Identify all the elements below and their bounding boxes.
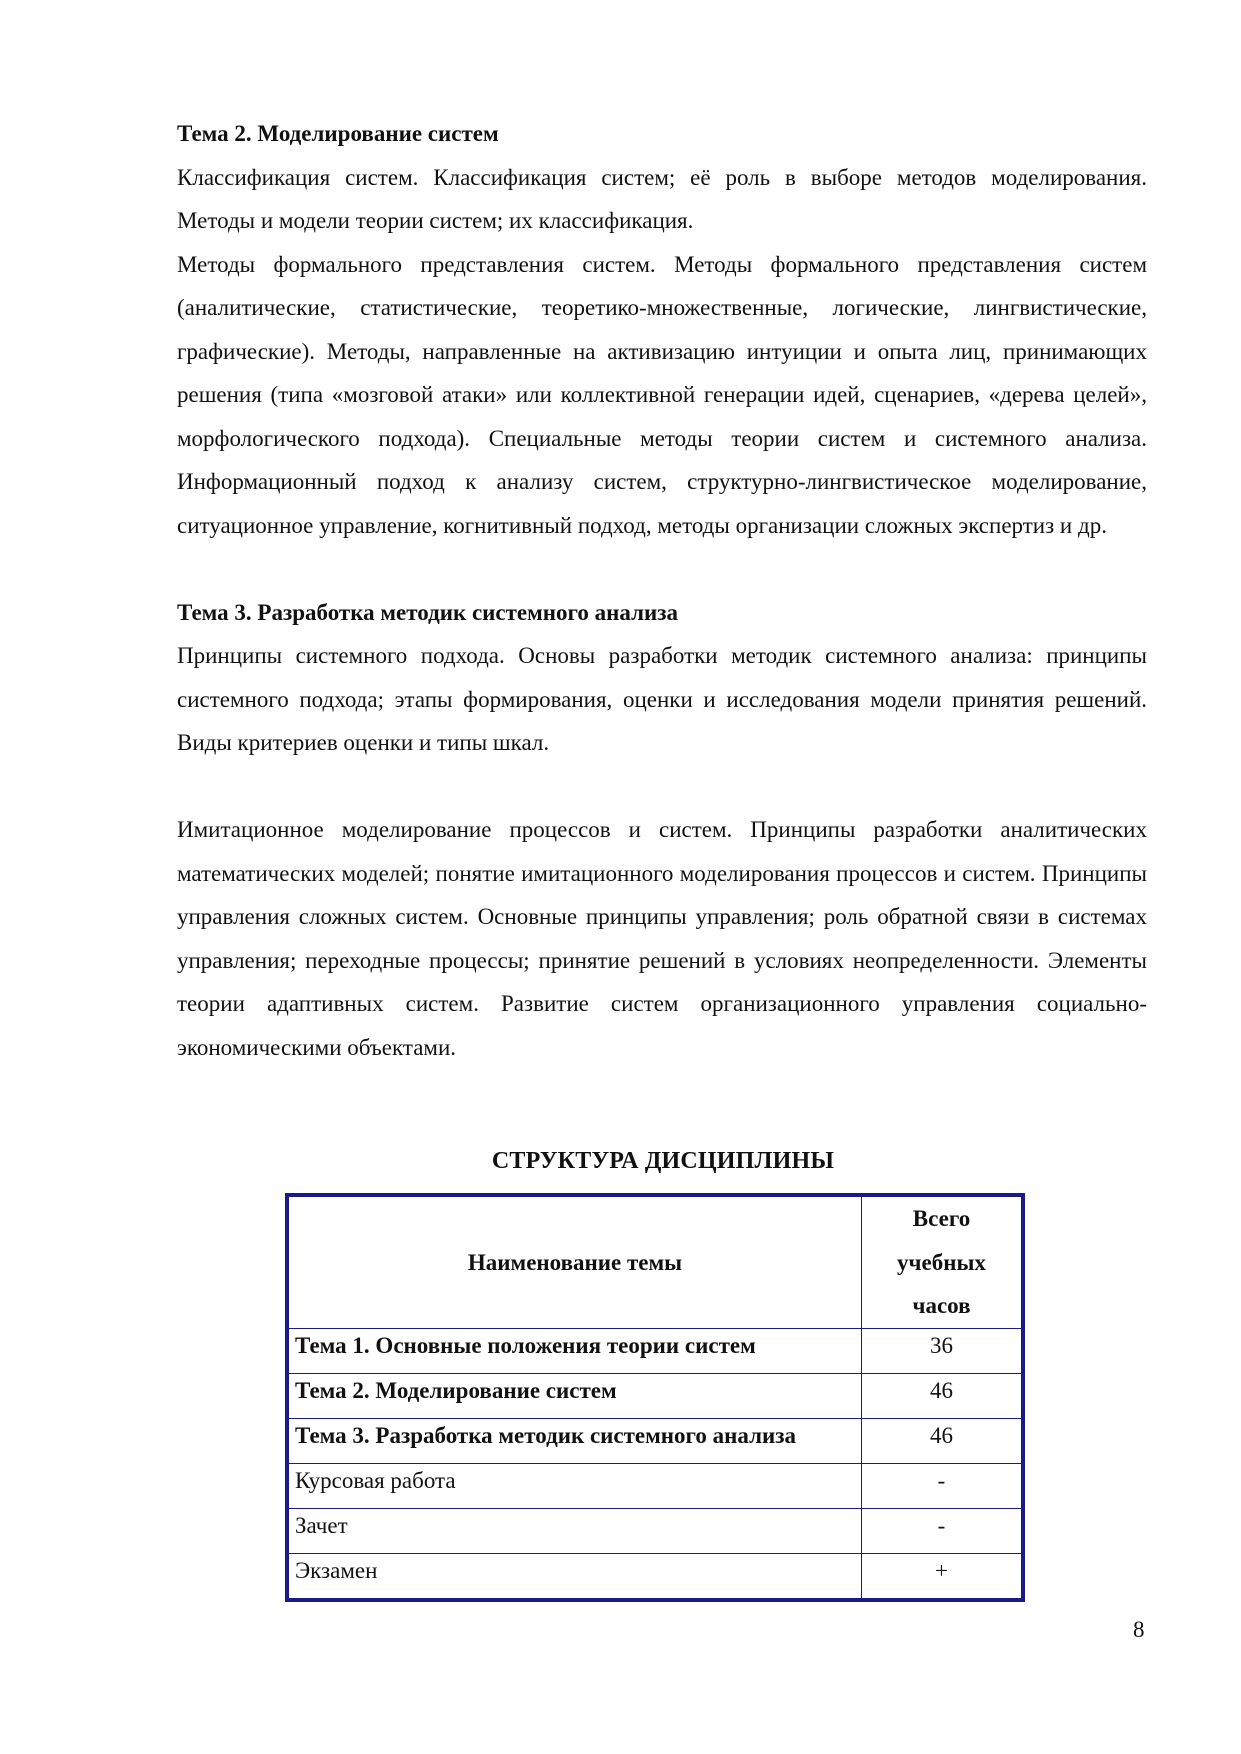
structure-table xyxy=(285,1193,1025,1602)
row-topic-name: Тема 1. Основные положения теории систем xyxy=(287,1328,862,1373)
row-topic-name: Курсовая работа xyxy=(287,1463,862,1508)
table-row xyxy=(287,1508,1023,1553)
header-hours-line: часов xyxy=(912,1293,971,1318)
header-hours-line: Всего xyxy=(912,1206,971,1231)
header-topic-name: Наименование темы xyxy=(287,1195,862,1328)
header-total-hours xyxy=(862,1195,1024,1328)
table-row xyxy=(287,1463,1023,1508)
topic-3-paragraph-1: Принципы системного подхода. Основы разработки методик системного анализа: принципы системного подхода; этапы формирования, оценки и исследования модели принятия решений. Виды критериев оценки и типы шкал. xyxy=(177,643,1147,755)
header-hours-line: учебных xyxy=(897,1249,986,1275)
topic-3-heading: Тема 3. Разработка методик системного анализа xyxy=(177,599,679,625)
body-text xyxy=(177,112,1147,1069)
row-hours: 46 xyxy=(862,1418,1024,1463)
row-topic-name: Экзамен xyxy=(287,1553,862,1600)
row-hours: + xyxy=(862,1553,1024,1600)
row-hours: 36 xyxy=(862,1328,1024,1373)
topic-3-paragraph-2: Имитационное моделирование процессов и систем. Принципы разработки аналитических математических моделей; понятие имитационного моделирования процессов и систем. Принципы управления сложных систем. Основные принципы управления; роль обратной связи в системах управления; переходные процессы; принятие решений в условиях неопределенности. Элементы теории адаптивных систем. Развитие систем организационного управления социально-экономическими объектами. xyxy=(177,817,1147,1060)
table-row xyxy=(287,1553,1023,1600)
structure-title: СТРУКТУРА ДИСЦИПЛИНЫ xyxy=(491,1148,835,1174)
topic-2-paragraph-2: Методы формального представления систем. Методы формального представления систем (аналитические, статистические, теоретико-множественные, логические, лингвистические, графические). Методы, направленные на активизацию интуиции и опыта лиц, принимающих решения (типа «мозговой атаки» или коллективной генерации идей, сценариев, «дерева целей», морфологического подхода). Специальные методы теории систем и системного анализа. Информационный подход к анализу систем, структурно-лингвистическое моделирование, ситуационное управление, когнитивный подход, методы организации сложных экспертиз и др. xyxy=(177,251,1147,538)
row-topic-name: Тема 3. Разработка методик системного анализа xyxy=(287,1418,862,1463)
table-header-row xyxy=(287,1195,1023,1328)
table-row xyxy=(287,1328,1023,1373)
table-row xyxy=(287,1418,1023,1463)
row-hours: - xyxy=(862,1508,1024,1553)
table-row xyxy=(287,1373,1023,1418)
row-hours: 46 xyxy=(862,1373,1024,1418)
row-topic-name: Зачет xyxy=(287,1508,862,1553)
row-topic-name: Тема 2. Моделирование систем xyxy=(287,1373,862,1418)
topic-2-paragraph-1: Классификация систем. Классификация систем; её роль в выборе методов моделирования. Методы и модели теории систем; их классификация. xyxy=(177,164,1147,233)
topic-2-heading: Тема 2. Моделирование систем xyxy=(177,121,499,146)
row-hours: - xyxy=(862,1463,1024,1508)
page-number: 8 xyxy=(1133,1617,1145,1642)
